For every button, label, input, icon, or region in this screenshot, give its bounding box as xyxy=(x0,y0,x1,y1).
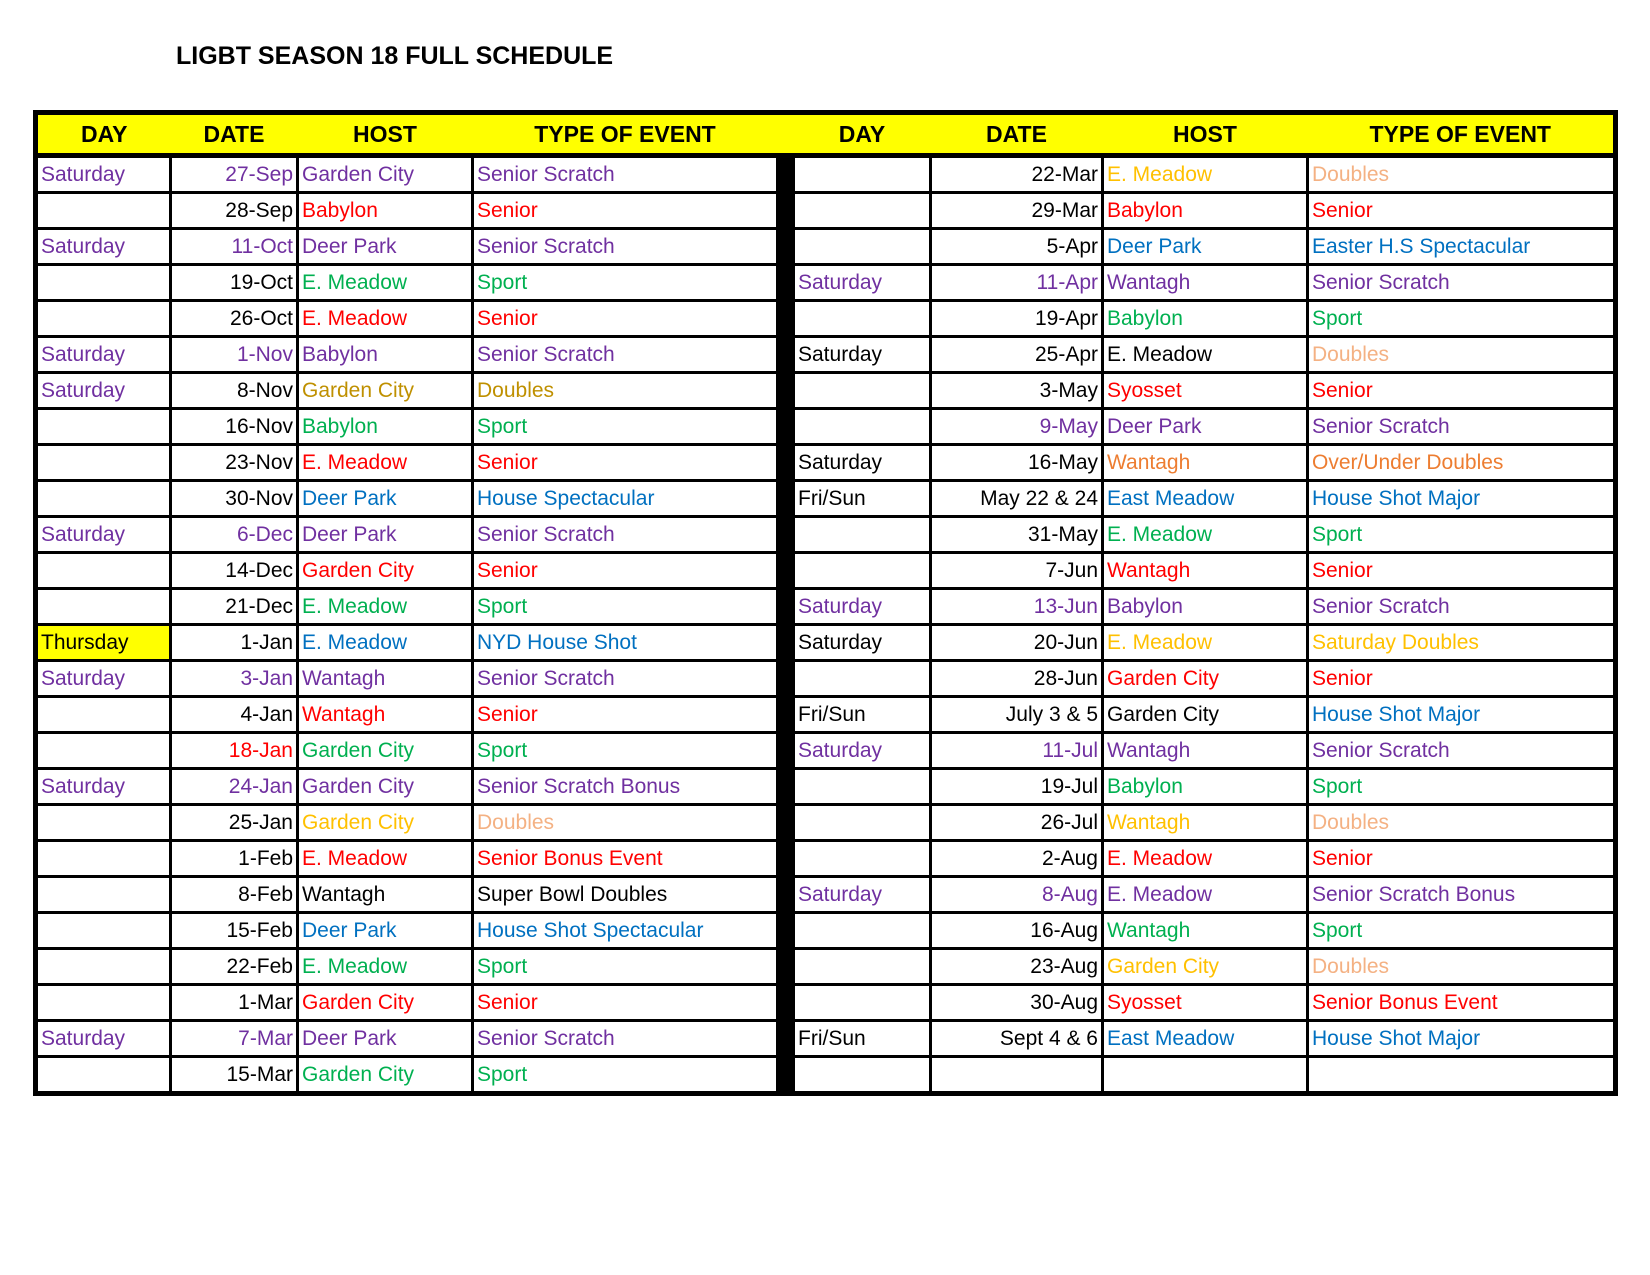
right-day-cell: Saturday xyxy=(794,445,931,481)
left-host-cell: Wantagh xyxy=(298,661,473,697)
left-event-cell: Senior xyxy=(473,985,778,1021)
table-divider xyxy=(778,625,794,661)
right-event-cell: Doubles xyxy=(1308,949,1616,985)
schedule-row xyxy=(36,229,1616,265)
left-day-cell: Saturday xyxy=(36,1021,171,1057)
right-date-cell: 8-Aug xyxy=(931,877,1103,913)
schedule-row xyxy=(36,697,1616,733)
left-day-cell xyxy=(36,301,171,337)
right-day-cell xyxy=(794,805,931,841)
schedule-row xyxy=(36,877,1616,913)
left-event-cell: Sport xyxy=(473,1057,778,1094)
schedule-row xyxy=(36,1057,1616,1094)
table-divider xyxy=(778,229,794,265)
right-date-cell: 9-May xyxy=(931,409,1103,445)
left-host-cell: Deer Park xyxy=(298,517,473,553)
left-host-cell: Garden City xyxy=(298,373,473,409)
left-day-cell: Thursday xyxy=(36,625,171,661)
right-host-cell: Wantagh xyxy=(1103,733,1308,769)
left-host-cell: Babylon xyxy=(298,337,473,373)
left-day-cell: Saturday xyxy=(36,337,171,373)
right-host-cell: Wantagh xyxy=(1103,805,1308,841)
left-event-cell: Senior Scratch xyxy=(473,517,778,553)
right-date-cell: 11-Apr xyxy=(931,265,1103,301)
right-date-cell: 19-Jul xyxy=(931,769,1103,805)
left-day-cell xyxy=(36,985,171,1021)
schedule-row xyxy=(36,373,1616,409)
right-day-cell xyxy=(794,985,931,1021)
left-event-cell: Sport xyxy=(473,733,778,769)
right-event-cell: Doubles xyxy=(1308,156,1616,193)
right-date-cell: 30-Aug xyxy=(931,985,1103,1021)
schedule-row xyxy=(36,733,1616,769)
right-host-cell: Deer Park xyxy=(1103,409,1308,445)
right-day-cell: Fri/Sun xyxy=(794,697,931,733)
right-event-cell: House Shot Major xyxy=(1308,697,1616,733)
header-event-left: TYPE OF EVENT xyxy=(473,113,778,156)
left-day-cell xyxy=(36,409,171,445)
left-day-cell xyxy=(36,1057,171,1094)
schedule-row xyxy=(36,193,1616,229)
left-event-cell: Senior xyxy=(473,697,778,733)
right-event-cell: Senior Scratch xyxy=(1308,589,1616,625)
table-divider xyxy=(778,805,794,841)
right-date-cell: 7-Jun xyxy=(931,553,1103,589)
left-day-cell xyxy=(36,949,171,985)
left-event-cell: Senior Bonus Event xyxy=(473,841,778,877)
left-day-cell xyxy=(36,553,171,589)
right-date-cell: July 3 & 5 xyxy=(931,697,1103,733)
table-divider xyxy=(778,697,794,733)
right-date-cell: 16-Aug xyxy=(931,913,1103,949)
right-host-cell: Garden City xyxy=(1103,661,1308,697)
right-event-cell: Sport xyxy=(1308,769,1616,805)
left-event-cell: Senior Scratch xyxy=(473,661,778,697)
left-date-cell: 15-Mar xyxy=(171,1057,298,1094)
right-event-cell: Saturday Doubles xyxy=(1308,625,1616,661)
left-event-cell: Sport xyxy=(473,949,778,985)
left-date-cell: 3-Jan xyxy=(171,661,298,697)
right-host-cell: E. Meadow xyxy=(1103,625,1308,661)
left-date-cell: 8-Nov xyxy=(171,373,298,409)
left-host-cell: Deer Park xyxy=(298,481,473,517)
left-day-cell: Saturday xyxy=(36,156,171,193)
header-day-right: DAY xyxy=(794,113,931,156)
left-host-cell: Babylon xyxy=(298,409,473,445)
left-date-cell: 26-Oct xyxy=(171,301,298,337)
table-divider xyxy=(778,337,794,373)
table-divider xyxy=(778,193,794,229)
schedule-row xyxy=(36,985,1616,1021)
left-day-cell: Saturday xyxy=(36,517,171,553)
right-date-cell: 25-Apr xyxy=(931,337,1103,373)
right-day-cell: Fri/Sun xyxy=(794,1021,931,1057)
right-date-cell: 2-Aug xyxy=(931,841,1103,877)
right-day-cell xyxy=(794,517,931,553)
left-date-cell: 1-Feb xyxy=(171,841,298,877)
left-date-cell: 11-Oct xyxy=(171,229,298,265)
right-host-cell: Babylon xyxy=(1103,589,1308,625)
left-date-cell: 7-Mar xyxy=(171,1021,298,1057)
right-day-cell xyxy=(794,841,931,877)
schedule-row xyxy=(36,553,1616,589)
right-event-cell: Doubles xyxy=(1308,337,1616,373)
right-day-cell xyxy=(794,373,931,409)
left-date-cell: 1-Nov xyxy=(171,337,298,373)
schedule-row xyxy=(36,156,1616,193)
schedule-row xyxy=(36,949,1616,985)
right-date-cell: 11-Jul xyxy=(931,733,1103,769)
left-date-cell: 15-Feb xyxy=(171,913,298,949)
schedule-row xyxy=(36,769,1616,805)
right-event-cell xyxy=(1308,1057,1616,1094)
left-host-cell: E. Meadow xyxy=(298,265,473,301)
table-divider xyxy=(778,373,794,409)
right-event-cell: Sport xyxy=(1308,517,1616,553)
left-event-cell: House Shot Spectacular xyxy=(473,913,778,949)
left-host-cell: Garden City xyxy=(298,156,473,193)
left-day-cell xyxy=(36,589,171,625)
right-date-cell: 5-Apr xyxy=(931,229,1103,265)
left-day-cell: Saturday xyxy=(36,661,171,697)
left-event-cell: Doubles xyxy=(473,373,778,409)
header-event-right: TYPE OF EVENT xyxy=(1308,113,1616,156)
right-date-cell: 22-Mar xyxy=(931,156,1103,193)
left-host-cell: Garden City xyxy=(298,553,473,589)
left-date-cell: 19-Oct xyxy=(171,265,298,301)
left-day-cell xyxy=(36,193,171,229)
header-host-left: HOST xyxy=(298,113,473,156)
schedule-row xyxy=(36,481,1616,517)
left-event-cell: Senior Scratch Bonus xyxy=(473,769,778,805)
right-day-cell xyxy=(794,1057,931,1094)
left-date-cell: 27-Sep xyxy=(171,156,298,193)
table-divider xyxy=(778,661,794,697)
schedule-row xyxy=(36,625,1616,661)
table-divider xyxy=(778,733,794,769)
left-event-cell: Senior xyxy=(473,445,778,481)
table-divider xyxy=(778,949,794,985)
right-host-cell: Babylon xyxy=(1103,301,1308,337)
left-day-cell: Saturday xyxy=(36,229,171,265)
left-day-cell xyxy=(36,697,171,733)
table-divider xyxy=(778,265,794,301)
right-day-cell xyxy=(794,193,931,229)
left-day-cell xyxy=(36,445,171,481)
table-divider xyxy=(778,913,794,949)
left-host-cell: E. Meadow xyxy=(298,625,473,661)
right-event-cell: Senior xyxy=(1308,841,1616,877)
schedule-row xyxy=(36,445,1616,481)
left-date-cell: 25-Jan xyxy=(171,805,298,841)
table-divider xyxy=(778,985,794,1021)
left-day-cell xyxy=(36,481,171,517)
schedule-row xyxy=(36,661,1616,697)
left-date-cell: 1-Jan xyxy=(171,625,298,661)
right-day-cell: Saturday xyxy=(794,589,931,625)
table-divider xyxy=(778,156,794,193)
table-divider xyxy=(778,445,794,481)
left-date-cell: 21-Dec xyxy=(171,589,298,625)
table-divider xyxy=(778,877,794,913)
right-date-cell: Sept 4 & 6 xyxy=(931,1021,1103,1057)
left-date-cell: 14-Dec xyxy=(171,553,298,589)
left-date-cell: 18-Jan xyxy=(171,733,298,769)
left-host-cell: E. Meadow xyxy=(298,301,473,337)
right-host-cell: Babylon xyxy=(1103,769,1308,805)
left-day-cell xyxy=(36,733,171,769)
right-day-cell: Saturday xyxy=(794,265,931,301)
left-event-cell: Senior xyxy=(473,553,778,589)
left-event-cell: Senior xyxy=(473,301,778,337)
right-host-cell xyxy=(1103,1057,1308,1094)
header-day-left: DAY xyxy=(36,113,171,156)
left-date-cell: 4-Jan xyxy=(171,697,298,733)
left-event-cell: Sport xyxy=(473,265,778,301)
right-host-cell: Garden City xyxy=(1103,949,1308,985)
left-event-cell: NYD House Shot xyxy=(473,625,778,661)
right-date-cell: May 22 & 24 xyxy=(931,481,1103,517)
header-host-right: HOST xyxy=(1103,113,1308,156)
right-host-cell: Deer Park xyxy=(1103,229,1308,265)
left-event-cell: Sport xyxy=(473,589,778,625)
table-divider xyxy=(778,301,794,337)
schedule-row xyxy=(36,409,1616,445)
right-event-cell: House Shot Major xyxy=(1308,1021,1616,1057)
right-host-cell: Garden City xyxy=(1103,697,1308,733)
right-event-cell: Sport xyxy=(1308,301,1616,337)
right-host-cell: Wantagh xyxy=(1103,445,1308,481)
schedule-table xyxy=(33,110,1618,1096)
schedule-row xyxy=(36,517,1616,553)
right-event-cell: Senior Scratch Bonus xyxy=(1308,877,1616,913)
left-date-cell: 16-Nov xyxy=(171,409,298,445)
header-divider xyxy=(778,113,794,156)
left-host-cell: Garden City xyxy=(298,733,473,769)
left-date-cell: 24-Jan xyxy=(171,769,298,805)
left-day-cell xyxy=(36,913,171,949)
right-day-cell xyxy=(794,913,931,949)
right-event-cell: Senior Bonus Event xyxy=(1308,985,1616,1021)
table-divider xyxy=(778,769,794,805)
right-event-cell: Senior Scratch xyxy=(1308,733,1616,769)
right-date-cell: 3-May xyxy=(931,373,1103,409)
right-host-cell: Wantagh xyxy=(1103,913,1308,949)
left-host-cell: Garden City xyxy=(298,1057,473,1094)
left-date-cell: 1-Mar xyxy=(171,985,298,1021)
schedule-row xyxy=(36,841,1616,877)
right-day-cell xyxy=(794,409,931,445)
right-event-cell: House Shot Major xyxy=(1308,481,1616,517)
left-date-cell: 23-Nov xyxy=(171,445,298,481)
right-date-cell: 31-May xyxy=(931,517,1103,553)
left-host-cell: Deer Park xyxy=(298,913,473,949)
right-host-cell: Wantagh xyxy=(1103,265,1308,301)
left-date-cell: 28-Sep xyxy=(171,193,298,229)
right-event-cell: Sport xyxy=(1308,913,1616,949)
left-date-cell: 6-Dec xyxy=(171,517,298,553)
left-event-cell: Senior xyxy=(473,193,778,229)
right-host-cell: Syosset xyxy=(1103,373,1308,409)
table-divider xyxy=(778,553,794,589)
right-host-cell: East Meadow xyxy=(1103,1021,1308,1057)
right-event-cell: Senior xyxy=(1308,553,1616,589)
right-date-cell: 29-Mar xyxy=(931,193,1103,229)
left-event-cell: Super Bowl Doubles xyxy=(473,877,778,913)
left-event-cell: Sport xyxy=(473,409,778,445)
right-event-cell: Over/Under Doubles xyxy=(1308,445,1616,481)
right-day-cell xyxy=(794,553,931,589)
left-event-cell: Doubles xyxy=(473,805,778,841)
schedule-row xyxy=(36,913,1616,949)
schedule-row xyxy=(36,337,1616,373)
right-event-cell: Easter H.S Spectacular xyxy=(1308,229,1616,265)
table-divider xyxy=(778,481,794,517)
left-host-cell: Garden City xyxy=(298,985,473,1021)
left-host-cell: Deer Park xyxy=(298,229,473,265)
right-host-cell: East Meadow xyxy=(1103,481,1308,517)
left-day-cell: Saturday xyxy=(36,373,171,409)
right-event-cell: Doubles xyxy=(1308,805,1616,841)
left-date-cell: 8-Feb xyxy=(171,877,298,913)
schedule-row xyxy=(36,805,1616,841)
right-date-cell: 26-Jul xyxy=(931,805,1103,841)
table-divider xyxy=(778,409,794,445)
right-day-cell: Fri/Sun xyxy=(794,481,931,517)
schedule-row xyxy=(36,1021,1616,1057)
header-date-right: DATE xyxy=(931,113,1103,156)
right-event-cell: Senior Scratch xyxy=(1308,409,1616,445)
header-date-left: DATE xyxy=(171,113,298,156)
right-host-cell: E. Meadow xyxy=(1103,156,1308,193)
left-day-cell xyxy=(36,841,171,877)
left-host-cell: Garden City xyxy=(298,769,473,805)
left-host-cell: E. Meadow xyxy=(298,949,473,985)
table-divider xyxy=(778,517,794,553)
left-event-cell: Senior Scratch xyxy=(473,1021,778,1057)
left-date-cell: 22-Feb xyxy=(171,949,298,985)
schedule-row xyxy=(36,301,1616,337)
table-divider xyxy=(778,1057,794,1094)
right-date-cell: 16-May xyxy=(931,445,1103,481)
right-host-cell: E. Meadow xyxy=(1103,337,1308,373)
left-host-cell: E. Meadow xyxy=(298,841,473,877)
left-event-cell: Senior Scratch xyxy=(473,229,778,265)
table-divider xyxy=(778,1021,794,1057)
left-host-cell: Wantagh xyxy=(298,877,473,913)
left-date-cell: 30-Nov xyxy=(171,481,298,517)
left-host-cell: Wantagh xyxy=(298,697,473,733)
left-host-cell: Babylon xyxy=(298,193,473,229)
left-event-cell: House Spectacular xyxy=(473,481,778,517)
right-date-cell: 28-Jun xyxy=(931,661,1103,697)
right-day-cell: Saturday xyxy=(794,877,931,913)
right-host-cell: E. Meadow xyxy=(1103,877,1308,913)
schedule-row xyxy=(36,265,1616,301)
left-host-cell: E. Meadow xyxy=(298,589,473,625)
schedule-row xyxy=(36,589,1616,625)
right-host-cell: E. Meadow xyxy=(1103,517,1308,553)
right-host-cell: Wantagh xyxy=(1103,553,1308,589)
right-date-cell: 23-Aug xyxy=(931,949,1103,985)
right-day-cell: Saturday xyxy=(794,733,931,769)
right-event-cell: Senior xyxy=(1308,661,1616,697)
left-host-cell: Garden City xyxy=(298,805,473,841)
right-event-cell: Senior xyxy=(1308,193,1616,229)
right-day-cell xyxy=(794,949,931,985)
right-day-cell xyxy=(794,156,931,193)
right-day-cell xyxy=(794,661,931,697)
left-event-cell: Senior Scratch xyxy=(473,337,778,373)
right-day-cell xyxy=(794,769,931,805)
right-event-cell: Senior Scratch xyxy=(1308,265,1616,301)
left-host-cell: E. Meadow xyxy=(298,445,473,481)
right-date-cell: 13-Jun xyxy=(931,589,1103,625)
right-date-cell xyxy=(931,1057,1103,1094)
right-day-cell xyxy=(794,229,931,265)
header-row xyxy=(36,113,1616,156)
left-day-cell xyxy=(36,805,171,841)
left-day-cell xyxy=(36,877,171,913)
right-host-cell: E. Meadow xyxy=(1103,841,1308,877)
right-date-cell: 20-Jun xyxy=(931,625,1103,661)
table-divider xyxy=(778,589,794,625)
right-day-cell: Saturday xyxy=(794,625,931,661)
right-event-cell: Senior xyxy=(1308,373,1616,409)
page-title: LIGBT SEASON 18 FULL SCHEDULE xyxy=(176,42,614,70)
left-host-cell: Deer Park xyxy=(298,1021,473,1057)
left-event-cell: Senior Scratch xyxy=(473,156,778,193)
right-day-cell xyxy=(794,301,931,337)
right-day-cell: Saturday xyxy=(794,337,931,373)
left-day-cell xyxy=(36,265,171,301)
right-date-cell: 19-Apr xyxy=(931,301,1103,337)
right-host-cell: Syosset xyxy=(1103,985,1308,1021)
left-day-cell: Saturday xyxy=(36,769,171,805)
right-host-cell: Babylon xyxy=(1103,193,1308,229)
table-divider xyxy=(778,841,794,877)
